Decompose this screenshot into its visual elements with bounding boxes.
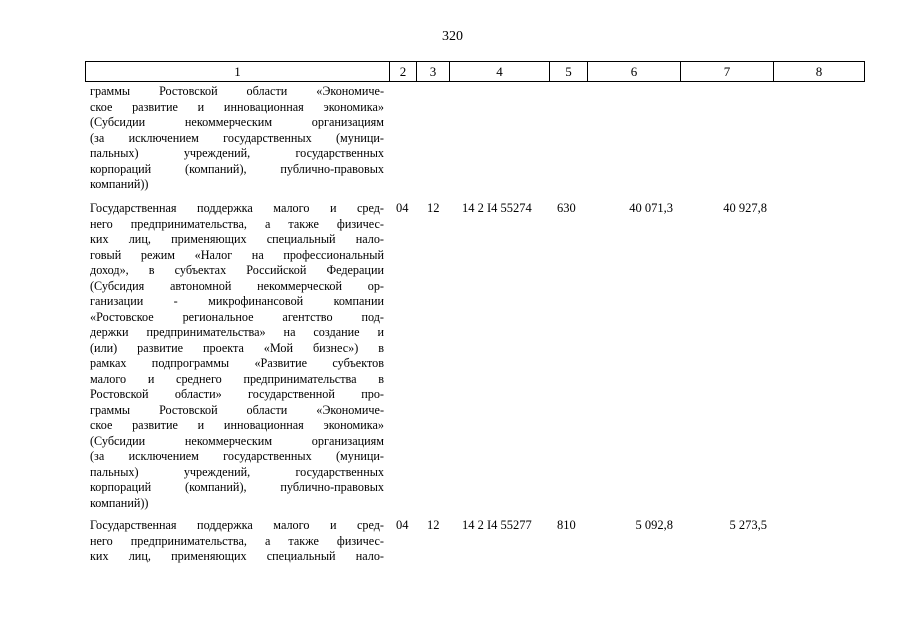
cell-min: 04 [396,201,409,215]
cell-rz: 12 [427,518,440,532]
cell-sum-1: 5 092,8 [635,518,673,532]
row-description [90,518,384,565]
text-line: Государственная поддержка малого и сред- [90,518,384,532]
header-col-4: 4 [449,61,550,82]
text-line: говый режим «Налог на профессиональный [90,247,384,262]
text-line: (Субсидии некоммерческим организациям [90,115,384,129]
header-col-7: 7 [680,61,774,82]
text-line: (за исключением государственных (муници- [90,449,384,463]
text-line: ское развитие и инновационная экономика» [90,99,384,114]
text-line: (Субсидии некоммерческим организациям [90,433,384,448]
text-line: «Ростовское региональное агентство под- [90,309,384,324]
text-line: Государственная поддержка малого и сред- [90,201,384,215]
text-line: ких лиц, применяющих специальный нало- [90,549,384,563]
text-line: (или) развитие проекта «Мой бизнес») в [90,340,384,355]
cell-vr: 810 [557,518,576,532]
text-line: малого и среднего предпринимательства в [90,371,384,386]
header-col-6: 6 [587,61,681,82]
text-line: ганизации - микрофинансовой компании [90,294,384,308]
text-line: пальных) учреждений, государственных [90,464,384,479]
text-line: него предпринимательства, а также физичес- [90,216,384,231]
text-line: компаний)) [90,495,149,510]
text-line: граммы Ростовской области «Экономиче- [90,84,384,98]
text-line: него предпринимательства, а также физичес- [90,533,384,548]
text-line: компаний)) [90,177,149,191]
text-line: пальных) учреждений, государственных [90,146,384,160]
text-line: рамках подпрограммы «Развитие субъектов [90,356,384,370]
text-line: ское развитие и инновационная экономика» [90,418,384,432]
cell-vr: 630 [557,201,576,215]
text-line: корпораций (компаний), публично-правовых [90,480,384,494]
text-line: (за исключением государственных (муници- [90,130,384,145]
text-line: ких лиц, применяющих специальный нало- [90,232,384,246]
text-line: доход», в субъектах Российской Федерации [90,263,384,277]
text-line: Ростовской области» государственной про- [90,387,384,401]
header-col-1: 1 [85,61,390,82]
row-description [90,201,384,511]
text-line: держки предпринимательства» на создание и [90,325,384,339]
header-col-5: 5 [549,61,588,82]
cell-sum-2: 40 927,8 [723,201,767,215]
header-col-3: 3 [416,61,450,82]
page-number: 320 [442,29,463,44]
cell-sum-1: 40 071,3 [629,201,673,215]
cell-csr: 14 2 I4 55277 [462,518,532,532]
text-line: (Субсидия автономной некоммерческой ор- [90,278,384,293]
text-line: корпораций (компаний), публично-правовых [90,161,384,176]
cell-min: 04 [396,518,409,532]
header-col-2: 2 [389,61,417,82]
cell-sum-2: 5 273,5 [729,518,767,532]
cell-csr: 14 2 I4 55274 [462,201,532,215]
header-col-8: 8 [773,61,865,82]
continuation-text [90,84,384,193]
cell-rz: 12 [427,201,440,215]
text-line: граммы Ростовской области «Экономиче- [90,402,384,417]
